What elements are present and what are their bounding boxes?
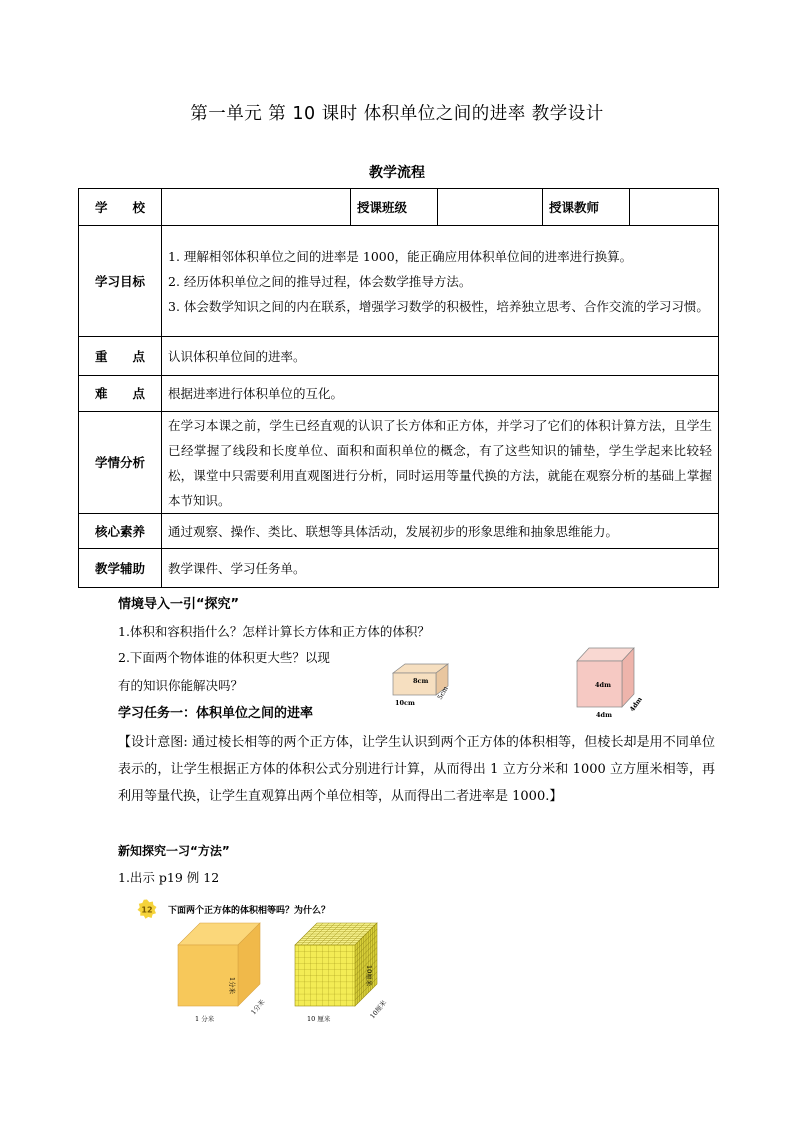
table-row-analysis xyxy=(79,412,719,514)
cube-bottom-label: 4dm xyxy=(596,711,612,719)
difficulty-label: 难 点 xyxy=(79,376,162,412)
solid-cube-figure xyxy=(170,915,275,1025)
solid-cube-bottom-label: 1 分米 xyxy=(195,1015,215,1023)
teacher-label: 授课教师 xyxy=(543,189,630,226)
cuboid-figure xyxy=(385,655,465,710)
step-1: 1.出示 p19 例 12 xyxy=(118,870,220,885)
key-point-label: 重 点 xyxy=(79,337,162,376)
core-value: 通过观察、操作、类比、联想等具体活动，发展初步的形象思维和抽象思维能力。 xyxy=(162,514,719,549)
cube-figure xyxy=(575,645,655,720)
section-heading-explore: 新知探究一习“方法” xyxy=(118,844,230,858)
solid-cube-front xyxy=(178,945,238,1006)
analysis-label: 学情分析 xyxy=(79,412,162,514)
goals-label: 学习目标 xyxy=(79,226,162,337)
question-2-line2: 有的知识你能解决吗？ xyxy=(118,678,244,693)
lesson-table xyxy=(78,188,719,588)
table-row-aid xyxy=(79,549,719,588)
core-label: 核心素养 xyxy=(79,514,162,549)
school-value[interactable] xyxy=(162,189,351,226)
class-value[interactable] xyxy=(438,189,543,226)
difficulty-value: 根据进率进行体积单位的互化。 xyxy=(162,376,719,412)
cuboid-depth-label: 5cm xyxy=(435,684,450,701)
table-row-school xyxy=(79,189,719,226)
solid-cube-depth-label: 1分米 xyxy=(249,998,267,1017)
grid-cube-figure xyxy=(287,915,392,1025)
goal-item: 1. 理解相邻体积单位之间的进率是 1000，能正确应用体积单位间的进率进行换算。 xyxy=(168,248,633,264)
aid-value: 教学课件、学习任务单。 xyxy=(162,549,719,588)
goals-list xyxy=(162,226,719,337)
example-number-badge xyxy=(137,899,157,919)
document-title: 第一单元 第 10 课时 体积单位之间的进率 教学设计 xyxy=(190,104,604,124)
table-row-goals xyxy=(79,226,719,337)
solid-cube-side-label: 1分米 xyxy=(228,977,236,995)
goal-item: 3. 体会数学知识之间的内在联系，增强学习数学的积极性，培养独立思考、合作交流的学习习惯。 xyxy=(168,298,709,314)
goal-item: 2. 经历体积单位之间的推导过程，体会数学推导方法。 xyxy=(168,273,472,289)
question-2-line1: 2.下面两个物体谁的体积更大些？以现 xyxy=(118,650,330,665)
badge-number: 12 xyxy=(141,905,153,915)
cube-depth-label: 4dm xyxy=(628,695,644,714)
cuboid-height-label: 8cm xyxy=(413,677,429,685)
school-label: 学 校 xyxy=(79,189,162,226)
aid-label: 教学辅助 xyxy=(79,549,162,588)
cuboid-width-label: 10cm xyxy=(395,699,415,707)
table-row-core xyxy=(79,514,719,549)
design-intent: 【设计意图: 通过棱长相等的两个正方体，让学生认识到两个正方体的体积相等，但棱长却是用不同单位表示的，让学生根据正方体的体积公式分别进行计算，从而得出 1 立方分米和 1000 立方厘米相等，再利用等量代换，让学生直观算出两个单位相等，从而得出二者进率是 1000.】 xyxy=(118,735,715,804)
section-subtitle: 教学流程 xyxy=(369,165,425,181)
grid-cube-side-label: 10厘米 xyxy=(365,965,373,987)
class-label: 授课班级 xyxy=(351,189,438,226)
cube-face-label: 4dm xyxy=(595,681,611,689)
grid-cube-front xyxy=(295,945,355,1006)
section-heading-intro: 情境导入一引“探究” xyxy=(118,597,240,612)
table-row-key-point xyxy=(79,337,719,376)
grid-cube-bottom-label: 10 厘米 xyxy=(307,1015,331,1023)
question-1: 1.体积和容积指什么？怎样计算长方体和正方体的体积？ xyxy=(118,624,430,639)
example-question: 下面两个正方体的体积相等吗？为什么？ xyxy=(168,906,331,916)
key-point-value: 认识体积单位间的进率。 xyxy=(162,337,719,376)
grid-cube-depth-label: 10厘米 xyxy=(368,998,389,1021)
teacher-value[interactable] xyxy=(630,189,719,226)
table-row-difficulty xyxy=(79,376,719,412)
section-heading-task1: 学习任务一：体积单位之间的进率 xyxy=(118,706,314,721)
analysis-value: 在学习本课之前，学生已经直观的认识了长方体和正方体，并学习了它们的体积计算方法，且学生已经掌握了线段和长度单位、面积和面积单位的概念，有了这些知识的铺垫，学生学起来比较轻松，课堂中只需要利用直观图进行分析，同时运用等量代换的方法，就能在观察分析的基础上掌握本节知识。 xyxy=(162,412,719,514)
